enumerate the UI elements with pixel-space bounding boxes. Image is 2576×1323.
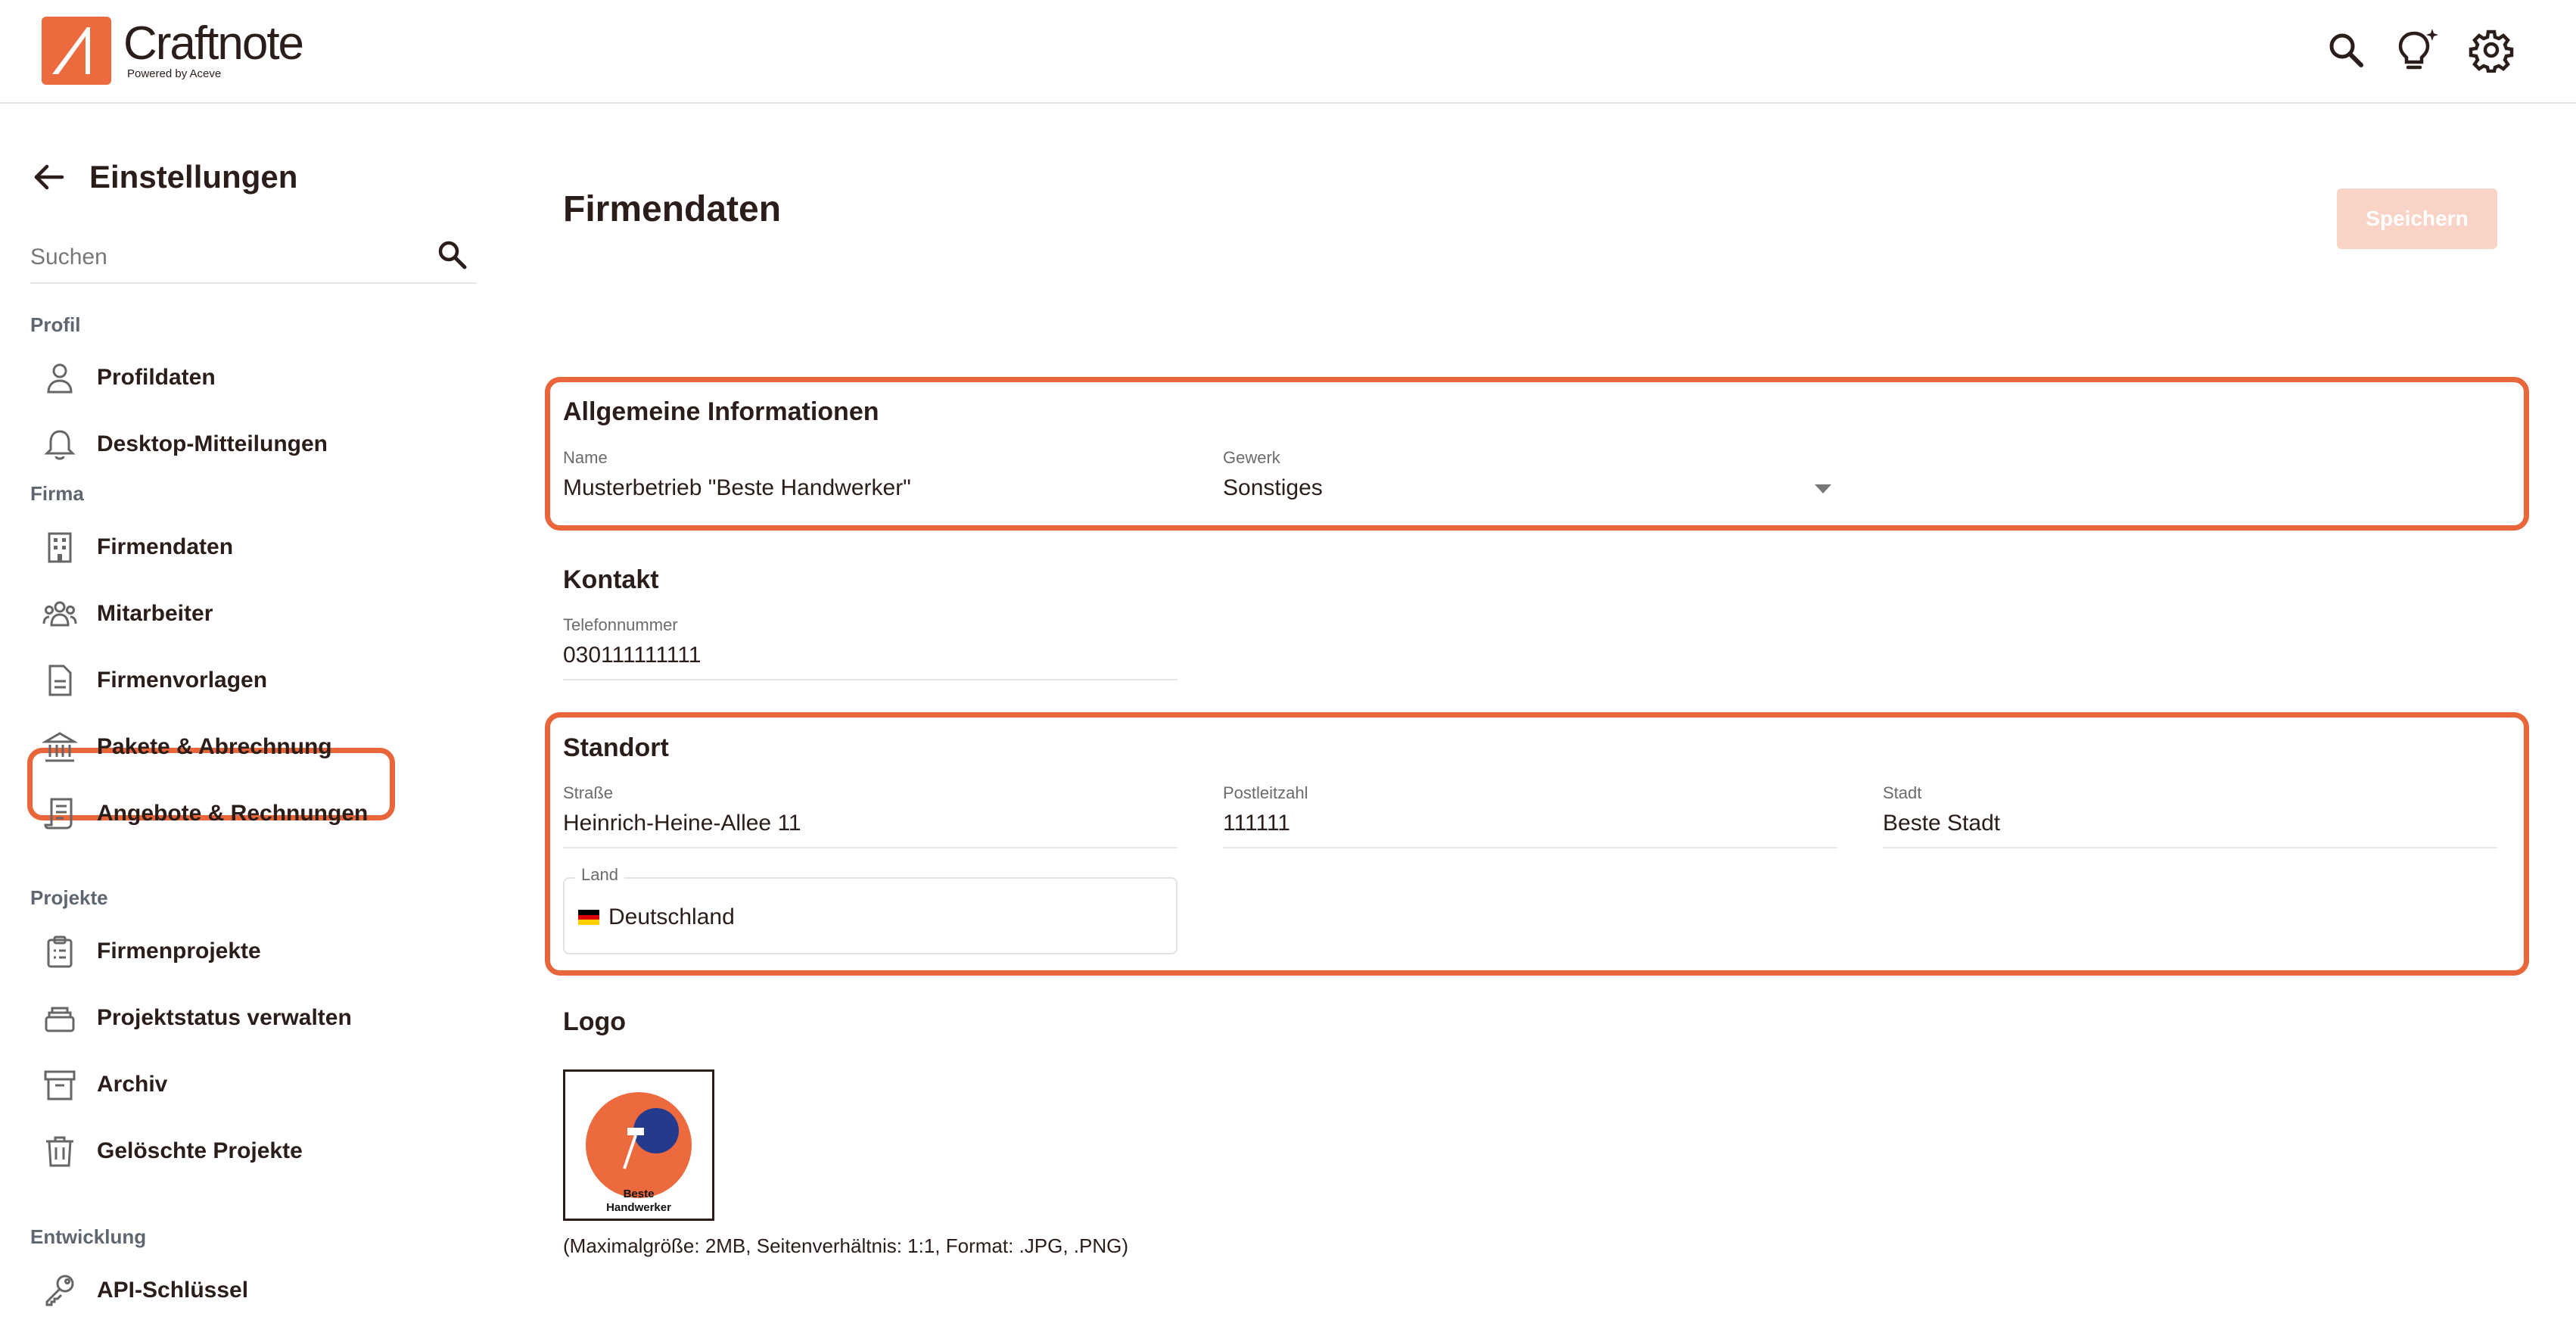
logo-text-line2: Handwerker [606, 1201, 671, 1214]
city-field[interactable] [1883, 783, 2497, 848]
street-field[interactable] [563, 783, 1178, 848]
settings-search-input[interactable] [30, 238, 409, 276]
settings-title: Einstellungen [89, 159, 298, 195]
sidebar-item-label: API-Schlüssel [97, 1278, 249, 1303]
gear-icon[interactable] [2469, 27, 2514, 73]
app-tagline: Powered by Aceve [127, 67, 222, 80]
main-content [530, 105, 2576, 1323]
document-icon [41, 662, 79, 699]
section-title-contact: Kontakt [563, 565, 659, 594]
sidebar-item-label: Pakete & Abrechnung [97, 734, 332, 759]
building-icon [41, 528, 79, 566]
sidebar-item-mitarbeiter[interactable] [30, 585, 390, 643]
sidebar-item-label: Archiv [97, 1072, 168, 1097]
country-label: Land [575, 865, 624, 885]
logo-text-line1: Beste [623, 1188, 655, 1200]
sidebar-item-angebote-rechnungen[interactable] [30, 785, 390, 842]
street-value[interactable]: Heinrich-Heine-Allee 11 [563, 811, 1178, 848]
trade-value[interactable]: Sonstiges [1223, 475, 1323, 500]
phone-value[interactable]: 030111111111 [563, 643, 1178, 680]
sidebar-item-label: Mitarbeiter [97, 601, 213, 626]
section-label-entwicklung: Entwicklung [30, 1225, 147, 1248]
phone-label: Telefonnummer [563, 615, 678, 634]
country-value-row[interactable] [578, 904, 735, 930]
sidebar-item-firmendaten[interactable] [30, 518, 390, 576]
settings-header [30, 151, 297, 204]
lightbulb-sparkle-icon[interactable] [2396, 27, 2441, 73]
back-arrow-icon[interactable] [30, 158, 68, 196]
trade-label: Gewerk [1223, 448, 1280, 467]
sidebar-item-label: Firmendaten [97, 534, 234, 559]
key-icon [41, 1272, 79, 1309]
sidebar-item-archiv[interactable] [30, 1056, 390, 1113]
sidebar-item-label: Desktop-Mitteilungen [97, 431, 328, 456]
section-label-profil: Profil [30, 313, 81, 336]
trash-icon [41, 1132, 79, 1170]
dropdown-caret-icon[interactable] [1815, 484, 1831, 493]
sidebar-item-firmenvorlagen[interactable] [30, 652, 390, 709]
city-label: Stadt [1883, 783, 1922, 802]
section-title-location: Standort [563, 733, 669, 762]
sidebar-item-label: Profildaten [97, 365, 216, 390]
section-title-general: Allgemeine Informationen [563, 397, 879, 426]
zip-field[interactable] [1223, 783, 1837, 848]
archive-box-icon [41, 1066, 79, 1104]
trade-select[interactable] [1223, 448, 1837, 512]
city-value[interactable]: Beste Stadt [1883, 811, 2497, 848]
app-name: Craftnote [123, 17, 303, 70]
search-icon[interactable] [434, 237, 471, 273]
bank-icon [41, 728, 79, 766]
section-title-logo: Logo [563, 1007, 627, 1036]
settings-sidebar [0, 105, 499, 1323]
craftnote-logo-icon[interactable] [42, 17, 111, 85]
logo-upload-hint: (Maximalgröße: 2MB, Seitenverhältnis: 1:1, Format: .JPG, .PNG) [563, 1234, 1129, 1257]
logo-upload[interactable] [563, 1069, 714, 1221]
sidebar-item-desktop-mitteilungen[interactable] [30, 416, 390, 473]
section-label-firma: Firma [30, 482, 84, 505]
save-button[interactable]: Speichern [2337, 188, 2497, 249]
settings-search [30, 228, 477, 284]
country-value: Deutschland [608, 904, 735, 929]
stack-icon [41, 999, 79, 1037]
zip-label: Postleitzahl [1223, 783, 1308, 802]
company-logo-image [565, 1072, 712, 1219]
sidebar-item-label: Firmenprojekte [97, 939, 261, 963]
sidebar-item-pakete-abrechnung[interactable] [30, 718, 390, 776]
search-icon[interactable] [2323, 27, 2369, 73]
sidebar-item-geloeschte-projekte[interactable] [30, 1122, 390, 1180]
name-value[interactable]: Musterbetrieb "Beste Handwerker" [563, 475, 911, 500]
bell-icon [41, 425, 79, 463]
name-label: Name [563, 448, 608, 467]
sidebar-item-label: Projektstatus verwalten [97, 1005, 352, 1030]
sidebar-item-profildaten[interactable] [30, 349, 390, 406]
street-label: Straße [563, 783, 614, 802]
section-label-projekte: Projekte [30, 886, 108, 909]
person-icon [41, 359, 79, 397]
people-group-icon [41, 595, 79, 633]
phone-field[interactable] [563, 615, 1178, 680]
sidebar-item-label: Gelöschte Projekte [97, 1138, 303, 1163]
clipboard-icon [41, 932, 79, 970]
sidebar-item-firmenprojekte[interactable] [30, 923, 390, 980]
top-bar [0, 0, 2576, 104]
sidebar-item-api-schluessel[interactable] [30, 1262, 390, 1319]
germany-flag-icon [578, 910, 599, 925]
page-title: Firmendaten [563, 189, 782, 229]
sidebar-item-projektstatus[interactable] [30, 989, 390, 1047]
zip-value[interactable]: 111111 [1223, 811, 1837, 848]
receipt-icon [41, 795, 79, 833]
name-field[interactable] [563, 448, 1178, 512]
sidebar-item-label: Firmenvorlagen [97, 668, 268, 693]
sidebar-item-label: Angebote & Rechnungen [97, 801, 369, 826]
